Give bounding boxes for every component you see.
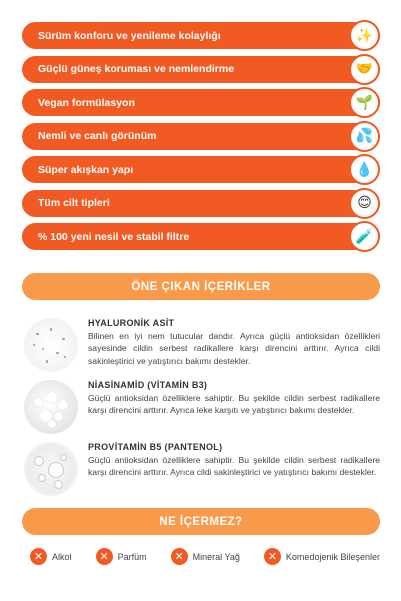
ingredient-item-niacinamide [24, 380, 380, 434]
ingredient-title: HYALURONİK ASİT [88, 318, 175, 328]
exclude-item-alcohol [30, 548, 72, 565]
niacinamide-powder-image [24, 380, 78, 434]
ingredients-section-title: ÖNE ÇIKAN İÇERİKLER [22, 273, 380, 300]
exclude-label: Alkol [52, 551, 72, 562]
feature-label: Güçlü güneş koruması ve nemlendirme [38, 63, 235, 75]
cross-icon: ✕ [30, 548, 47, 565]
feature-label: Tüm cilt tipleri [38, 197, 110, 209]
cross-icon: ✕ [96, 548, 113, 565]
exclude-label: Komedojenik Bileşenler [285, 551, 380, 562]
sparkles-icon: ✨ [349, 20, 380, 51]
cross-icon: ✕ [264, 548, 281, 565]
feature-pill [22, 56, 380, 83]
hyaluronic-acid-image [24, 318, 78, 372]
feature-label: % 100 yeni nesil ve stabil filtre [38, 230, 190, 243]
feature-pill [22, 89, 380, 116]
ingredient-item-provitamin-b5 [24, 442, 380, 496]
feature-pill [22, 22, 380, 49]
provitamin-droplets-image [24, 442, 78, 496]
smiling-face-icon: 😊 [349, 188, 380, 219]
ingredient-description: Bilinen en iyi nem tutucular dandır. Ayrıca güçlü antioksidan özellikleri sayesinde cildin serbest radikallere karşı direncini arttırır. Ayrıca cildi sakinleştirici ve yatıştırıcı bakımı destekler. [88, 331, 380, 366]
excludes-list [30, 548, 380, 565]
feature-label: Nemli ve canlı görünüm [38, 130, 157, 142]
ingredient-description: Güçlü antioksidan özelliklere sahiptir. Bu şekilde cildin serbest radikallere karşı direncini arttırır. Ayrıca leke karşıtı ve yatıştırıcı bakımı destekler. [88, 393, 380, 416]
feature-pill [22, 123, 380, 150]
ingredient-title: PROVİTAMİN B5 (PANTENOL) [88, 442, 223, 452]
exclude-item-comedogenic [264, 548, 380, 565]
exclude-item-perfume [96, 548, 147, 565]
feature-pill [22, 223, 380, 250]
ingredient-description: Güçlü antioksidan özelliklere sahiptir. Bu şekilde cildin serbest radikallere karşı direncini arttırır. Ayrıca cildi sakinleştirici ve yatıştırıcı bakımı destekler. [88, 455, 380, 478]
ingredient-item-hyaluronic-acid [24, 318, 380, 372]
feature-label: Vegan formülasyon [38, 96, 135, 109]
exclude-label: Parfüm [117, 551, 147, 562]
feature-label: Süper akışkan yapı [38, 163, 134, 176]
cross-icon: ✕ [171, 548, 188, 565]
feature-pill [22, 190, 380, 217]
exclude-item-mineral-oil [171, 548, 240, 565]
droplet-icon: 💧 [349, 154, 380, 185]
handshake-icon: 🤝 [349, 54, 380, 85]
ingredient-title: NİASİNAMİD (VİTAMİN B3) [88, 380, 208, 390]
seedling-icon: 🌱 [349, 87, 380, 118]
feature-pill [22, 156, 380, 183]
feature-list [22, 22, 380, 257]
excludes-section-title: NE İÇERMEZ? [22, 508, 380, 535]
sweat-droplets-icon: 💦 [349, 121, 380, 152]
feature-label: Sürüm konforu ve yenileme kolaylığı [38, 29, 221, 42]
exclude-label: Mineral Yağ [192, 551, 240, 562]
test-tube-icon: 🧪 [349, 221, 380, 252]
